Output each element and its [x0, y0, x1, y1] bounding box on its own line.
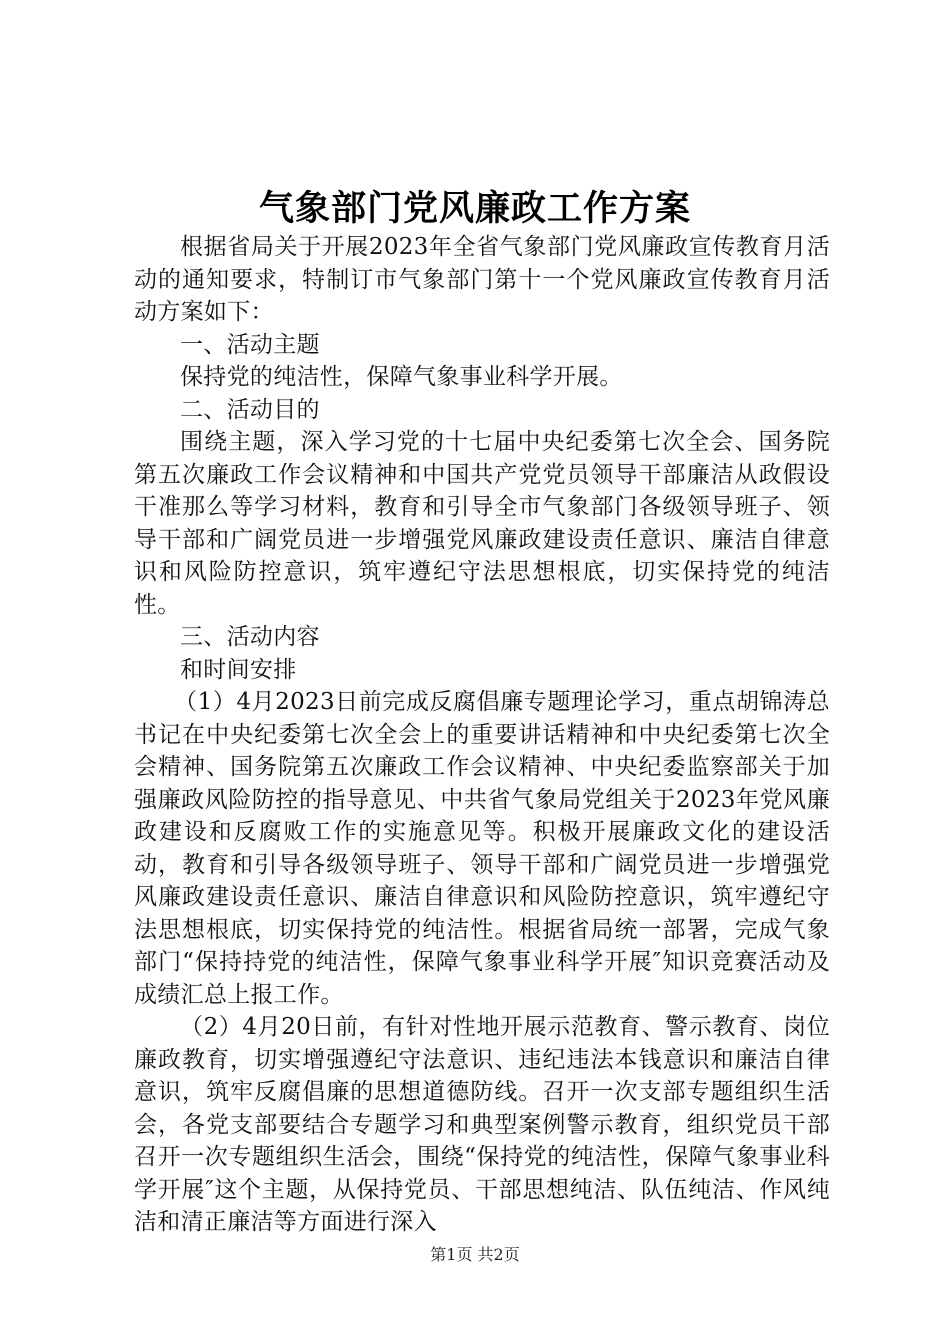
paragraph-item-2: （2）4月20日前，有针对性地开展示范教育、警示教育、岗位廉政教育，切实增强遵纪守法意识、违纪违法本钱意识和廉洁自律意识，筑牢反腐倡廉的思想道德防线。召开一次支部专题组织生活会，各党支部要结合专题学习和典型案例警示教育，组织党员干部召开一次专题组织生活会，围绕“保持党的纯洁性，保障气象事业科学开展″这个主题，从保持党员、干部思想纯洁、队伍纯洁、作风纯洁和清正廉洁等方面进行深入	[134, 1014, 830, 1235]
paragraph-purpose: 围绕主题，深入学习党的十七届中央纪委第七次全会、国务院第五次廉政工作会议精神和中国共产党党员领导干部廉洁从政假设干准那么等学习材料，教育和引导全市气象部门各级领导班子、领导干部和广阔党员进一步增强党风廉政建设责任意识、廉洁自律意识和风险防控意识，筑牢遵纪守法思想根底，切实保持党的纯洁性。	[134, 429, 830, 618]
heading-activity-theme: 一、活动主题	[180, 331, 320, 358]
heading-schedule: 和时间安排	[180, 656, 297, 683]
paragraph-intro: 根据省局关于开展2023年全省气象部门党风廉政宣传教育月活动的通知要求，特制订市气象部门第十一个党风廉政宣传教育月活动方案如下：	[134, 234, 830, 325]
heading-activity-purpose: 二、活动目的	[180, 396, 320, 423]
paragraph-item-1: （1）4月2023日前完成反腐倡廉专题理论学习，重点胡锦涛总书记在中央纪委第七次全会上的重要讲话精神和中央纪委第七次全会精神、国务院第五次廉政工作会议精神、中央纪委监察部关于加强廉政风险防控的指导意见、中共省气象局党组关于2023年党风廉政建设和反腐败工作的实施意见等。积极开展廉政文化的建设活动，教育和引导各级领导班子、领导干部和广阔党员进一步增强党风廉政建设责任意识、廉洁自律意识和风险防控意识，筑牢遵纪守法思想根底，切实保持党的纯洁性。根据省局统一部署，完成气象部门“保持持党的纯洁性，保障气象事业科学开展″知识竞赛活动及成绩汇总上报工作。	[134, 689, 830, 1008]
document-title: 气象部门党风廉政工作方案	[258, 188, 691, 229]
page-number: 第1页 共2页	[430, 1245, 520, 1264]
paragraph-theme: 保持党的纯洁性，保障气象事业科学开展。	[180, 364, 623, 390]
document-body	[134, 231, 830, 1239]
heading-activity-content: 三、活动内容	[180, 624, 320, 650]
